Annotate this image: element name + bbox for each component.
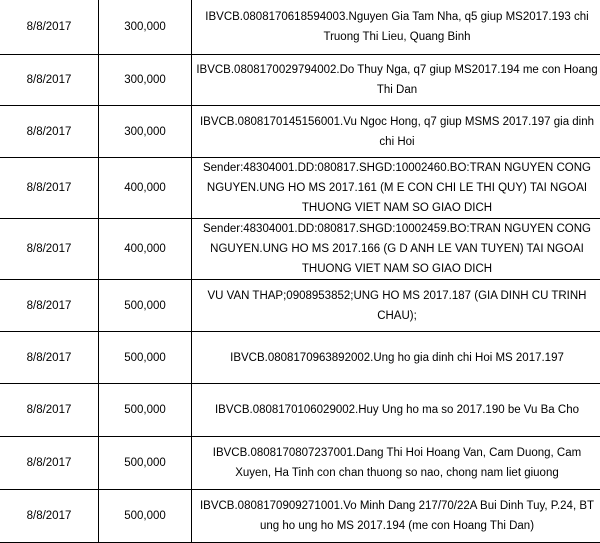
table-row (0, 384, 600, 437)
table-row (0, 332, 600, 384)
description-cell: IBVCB.0808170106029002.Huy Ung ho ma so 2017.190 be Vu Ba Cho (192, 384, 600, 437)
amount-cell: 400,000 (99, 158, 192, 219)
table-row (0, 280, 600, 332)
amount-cell: 300,000 (99, 0, 192, 55)
date-cell: 8/8/2017 (0, 0, 99, 55)
table-row (0, 158, 600, 219)
description-cell: Sender:48304001.DD:080817.SHGD:10002459.BO:TRAN NGUYEN CONG NGUYEN.UNG HO MS 2017.166 (G D ANH LE VAN TUYEN) TAI NGOAI THUONG VIET NAM SO GIAO DICH (192, 219, 600, 280)
amount-cell: 500,000 (99, 490, 192, 543)
description-cell: VU VAN THAP;0908953852;UNG HO MS 2017.187 (GIA DINH CU TRINH CHAU); (192, 280, 600, 332)
date-cell: 8/8/2017 (0, 55, 99, 106)
table-row (0, 106, 600, 158)
date-cell: 8/8/2017 (0, 106, 99, 158)
table-row (0, 0, 600, 55)
amount-cell: 300,000 (99, 106, 192, 158)
date-cell: 8/8/2017 (0, 490, 99, 543)
description-cell: IBVCB.0808170618594003.Nguyen Gia Tam Nha, q5 giup MS2017.193 chi Truong Thi Lieu, Quang Binh (192, 0, 600, 55)
amount-cell: 500,000 (99, 332, 192, 384)
table-row (0, 490, 600, 543)
date-cell: 8/8/2017 (0, 384, 99, 437)
table-row (0, 219, 600, 280)
table-row (0, 55, 600, 106)
description-cell: IBVCB.0808170963892002.Ung ho gia dinh chi Hoi MS 2017.197 (192, 332, 600, 384)
date-cell: 8/8/2017 (0, 280, 99, 332)
amount-cell: 500,000 (99, 280, 192, 332)
date-cell: 8/8/2017 (0, 437, 99, 490)
amount-cell: 400,000 (99, 219, 192, 280)
date-cell: 8/8/2017 (0, 332, 99, 384)
date-cell: 8/8/2017 (0, 219, 99, 280)
amount-cell: 300,000 (99, 55, 192, 106)
table-row (0, 437, 600, 490)
date-cell: 8/8/2017 (0, 158, 99, 219)
description-cell: IBVCB.0808170145156001.Vu Ngoc Hong, q7 giup MSMS 2017.197 gia dinh chi Hoi (192, 106, 600, 158)
description-cell: IBVCB.0808170807237001.Dang Thi Hoi Hoang Van, Cam Duong, Cam Xuyen, Ha Tinh con chan thuong so nao, chong nam liet giuong (192, 437, 600, 490)
description-cell: IBVCB.0808170909271001.Vo Minh Dang 217/70/22A Bui Dinh Tuy, P.24, BT ung ho ung ho MS 2017.194 (me con Hoang Thi Dan) (192, 490, 600, 543)
description-cell: IBVCB.0808170029794002.Do Thuy Nga, q7 giup MS2017.194 me con Hoang Thi Dan (192, 55, 600, 106)
amount-cell: 500,000 (99, 384, 192, 437)
amount-cell: 500,000 (99, 437, 192, 490)
description-cell: Sender:48304001.DD:080817.SHGD:10002460.BO:TRAN NGUYEN CONG NGUYEN.UNG HO MS 2017.161 (M E CON CHI LE THI QUY) TAI NGOAI THUONG VIET NAM SO GIAO DICH (192, 158, 600, 219)
